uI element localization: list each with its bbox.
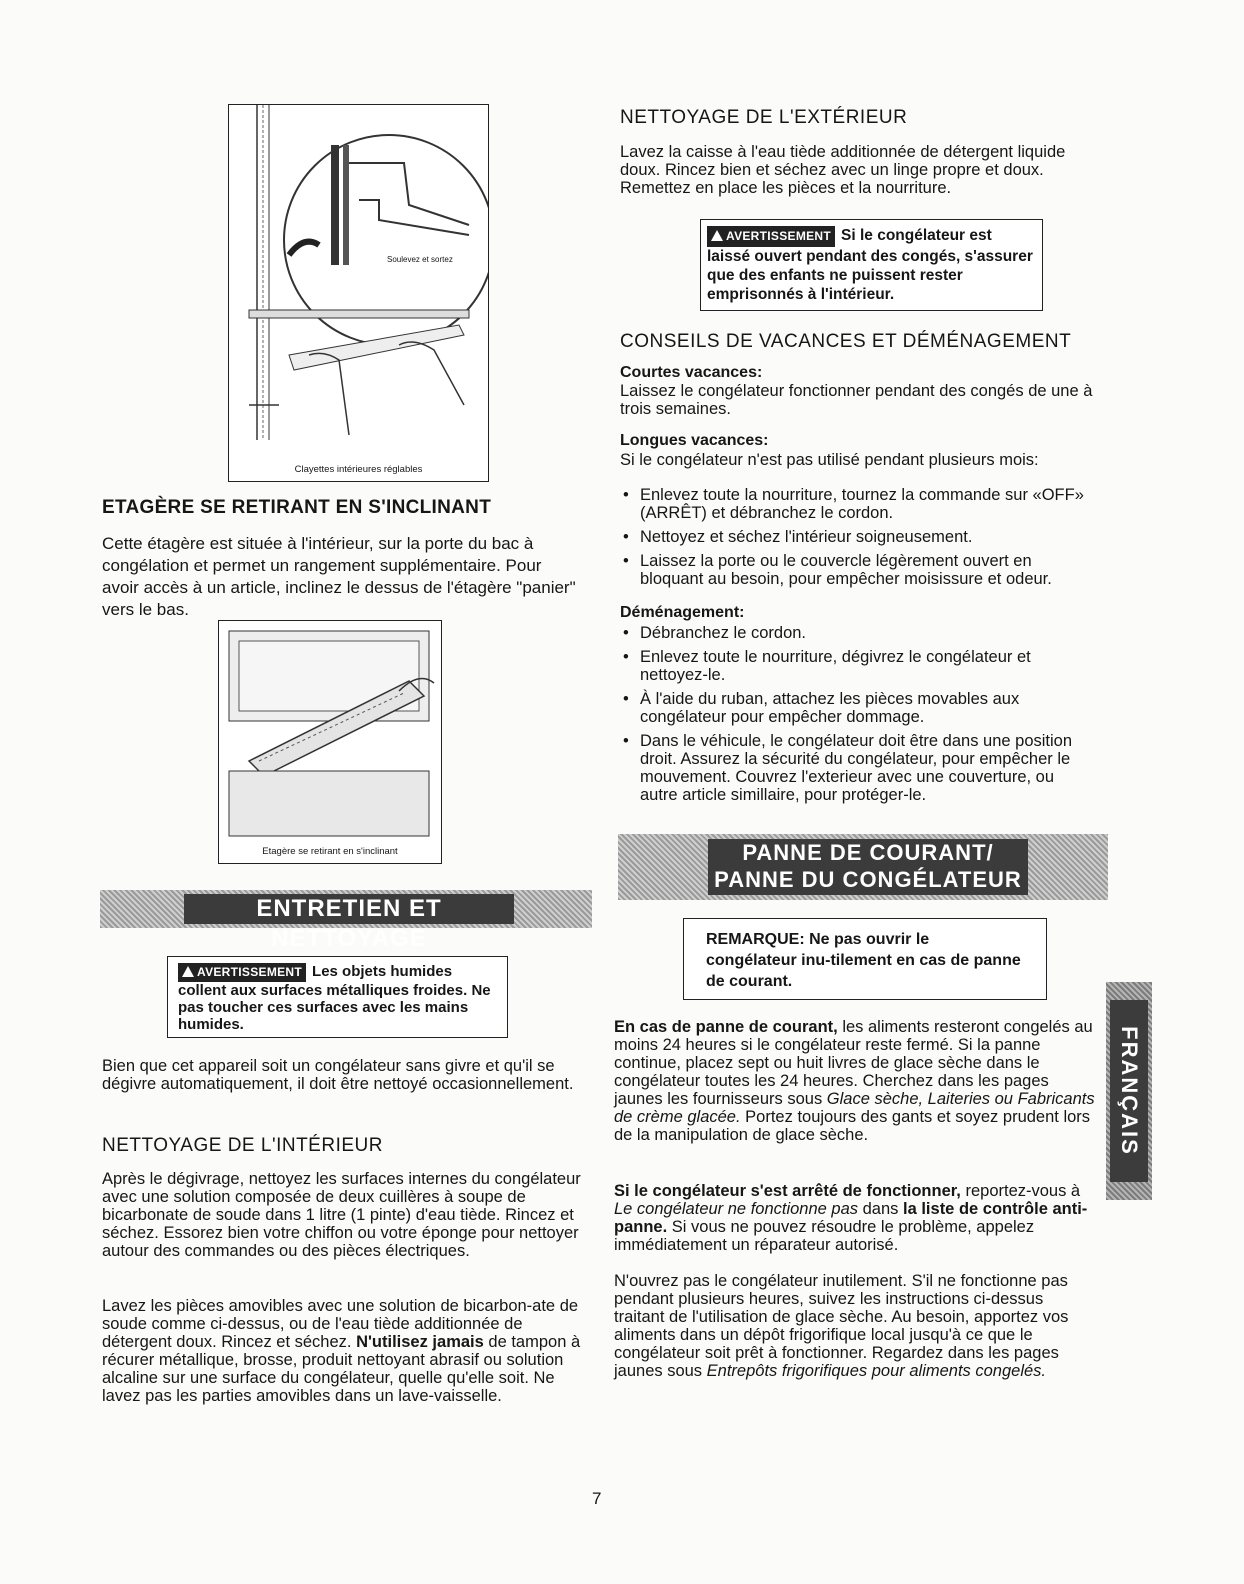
remarque-text: REMARQUE: Ne pas ouvrir le congélateur inu-tilement en cas de panne de courant. xyxy=(706,931,1021,990)
longues-list xyxy=(620,486,1090,594)
exterieur-text: Lavez la caisse à l'eau tiède additionnée de détergent liquide doux. Rincez bien et séchez avec un linge propre et doux. Remettez en place les pièces et la nourriture. xyxy=(620,143,1066,197)
figure-tilt-shelf xyxy=(218,620,442,864)
demenagement-list xyxy=(620,624,1090,810)
ouvrez-text: N'ouvrez pas le congélateur inutilement. S'il ne fonctionne pas pendant plusieurs heures, suivez les instructions ci-dessus traitant de l'utilisation de glace sèche. Au besoin, apportez vos aliments dans un dépôt frigorifique local jusqu'à ce que le congélateur soit prêt à fonctionner. Regardez dans les pages jaunes sous Entrepôts frigorifiques pour aliments congelés. xyxy=(614,1272,1069,1380)
tilt-shelf-illustration xyxy=(219,621,441,863)
figure-label-lift: Soulevez et sortez xyxy=(387,255,453,264)
side-tab-label: FRANÇAIS xyxy=(1117,1026,1142,1156)
demenagement-label: Déménagement: xyxy=(620,604,745,621)
arret-text: Si le congélateur s'est arrêté de fonctionner, reportez-vous à Le congélateur ne fonctionne pas dans la liste de contrôle anti-panne. Si vous ne pouvez résoudre le problème, appelez immédiatement un réparateur autorisé. xyxy=(614,1182,1088,1254)
warning-text: Si le congélateur est laissé ouvert pendant des congés, s'assurer que des enfants ne puissent rester emprisonnés à l'intérieur. xyxy=(707,227,1033,303)
list-item: • Laissez la porte ou le couvercle légèrement ouvert en bloquant au besoin, pour empêcher moisissure et odeur. xyxy=(620,552,1090,588)
list-item: • Enlevez toute le nourriture, dégivrez le congélateur et nettoyez-le. xyxy=(620,648,1090,684)
longues-text: Si le congélateur n'est pas utilisé pendant plusieurs mois: xyxy=(620,451,1039,469)
longues-label: Longues vacances: xyxy=(620,432,769,449)
courtes-label: Courtes vacances: xyxy=(620,364,763,381)
interieur-text-1: Après le dégivrage, nettoyez les surfaces internes du congélateur avec une solution composée de deux cuillères à soupe de bicarbonate de soude dans 1 litre (1 pinte) d'eau tiède. Rincez et séchez. Essorez bien votre chiffon ou votre éponge pour nettoyer autour des commandes ou des pièces électriques. xyxy=(102,1170,581,1260)
remarque-box xyxy=(683,918,1047,1000)
banner-title: PANNE DE COURANT/ PANNE DU CONGÉLATEUR xyxy=(708,839,1028,895)
panne-banner xyxy=(618,834,1108,900)
figure-caption: Etagère se retirant en s'inclinant xyxy=(262,846,398,857)
etagere-text: Cette étagère est située à l'intérieur, sur la porte du bac à congélation et permet un rangement supplémentaire. Pour avoir accès à un article, inclinez le dessus de l'étagère "panier" vers le bas. xyxy=(102,534,576,619)
panne-text: En cas de panne de courant, les aliments resteront congelés au moins 24 heures si le congélateur reste fermé. Si la panne continue, placez sept ou huit livres de glace sèche dans le congélateur toutes les 24 heures. Cherchez dans les pages jaunes les fournisseurs sous Glace sèche, Laiteries ou Fabricants de crème glacée. Portez toujours des gants et soyez prudent lors de la manipulation de glace sèche. xyxy=(614,1018,1095,1144)
interieur-text-2: Lavez les pièces amovibles avec une solution de bicarbon-ate de soude comme ci-dessus, ou de l'eau tiède additionnée de détergent doux. Rincez et séchez. N'utilisez jamais de tampon à récurer métallique, brosse, produit nettoyant abrasif ou solution alcaline sur une surface du congélateur, quelle qu'elle soit. Ne lavez pas les parties amovibles dans un lave-vaisselle. xyxy=(102,1297,581,1405)
intro-text: Bien que cet appareil soit un congélateur sans givre et qu'il se dégivre automatiquement, il doit être nettoyé occasionnellement. xyxy=(102,1057,574,1093)
interieur-heading: NETTOYAGE DE L'INTÉRIEUR xyxy=(102,1135,383,1156)
warning-text: Les objets humides collent aux surfaces métalliques froides. Ne pas toucher ces surfaces avec les mains humides. xyxy=(178,963,491,1033)
warning-box-vacation xyxy=(700,219,1043,311)
exterieur-heading: NETTOYAGE DE L'EXTÉRIEUR xyxy=(620,107,908,128)
list-item: • À l'aide du ruban, attachez les pièces movables aux congélateur pour empêcher dommage. xyxy=(620,690,1090,726)
list-item: • Débranchez le cordon. xyxy=(620,624,1090,642)
entretien-banner xyxy=(100,890,592,952)
figure-adjustable-shelves xyxy=(228,104,489,482)
list-item: • Nettoyez et séchez l'intérieur soigneusement. xyxy=(620,528,1090,546)
language-side-tab xyxy=(1106,982,1152,1200)
warning-badge: AVERTISSEMENT xyxy=(707,226,835,247)
courtes-text: Laissez le congélateur fonctionner pendant des congés de une à trois semaines. xyxy=(620,382,1093,418)
list-item: • Enlevez toute la nourriture, tournez la commande sur «OFF» (ARRÊT) et débranchez le cordon. xyxy=(620,486,1090,522)
warning-triangle-icon xyxy=(711,230,723,241)
page-number: 7 xyxy=(592,1489,602,1508)
shelf-illustration xyxy=(229,105,488,481)
banner-title: ENTRETIEN ET NETTOYAGE xyxy=(184,894,514,924)
etagere-heading: ETAGÈRE SE RETIRANT EN S'INCLINANT xyxy=(102,497,492,518)
warning-badge: AVERTISSEMENT xyxy=(178,963,306,982)
conseils-heading: CONSEILS DE VACANCES ET DÉMÉNAGEMENT xyxy=(620,331,1072,352)
list-item: • Dans le véhicule, le congélateur doit être dans une position droit. Assurez la sécurité du congélateur, pour empêcher le mouvement. Couvrez l'exterieur avec une couverture, ou autre article simillaire, pour protéger-le. xyxy=(620,732,1090,804)
figure-caption: Clayettes intérieures réglables xyxy=(294,464,423,475)
warning-box-humid xyxy=(167,956,508,1038)
warning-triangle-icon xyxy=(182,966,194,977)
